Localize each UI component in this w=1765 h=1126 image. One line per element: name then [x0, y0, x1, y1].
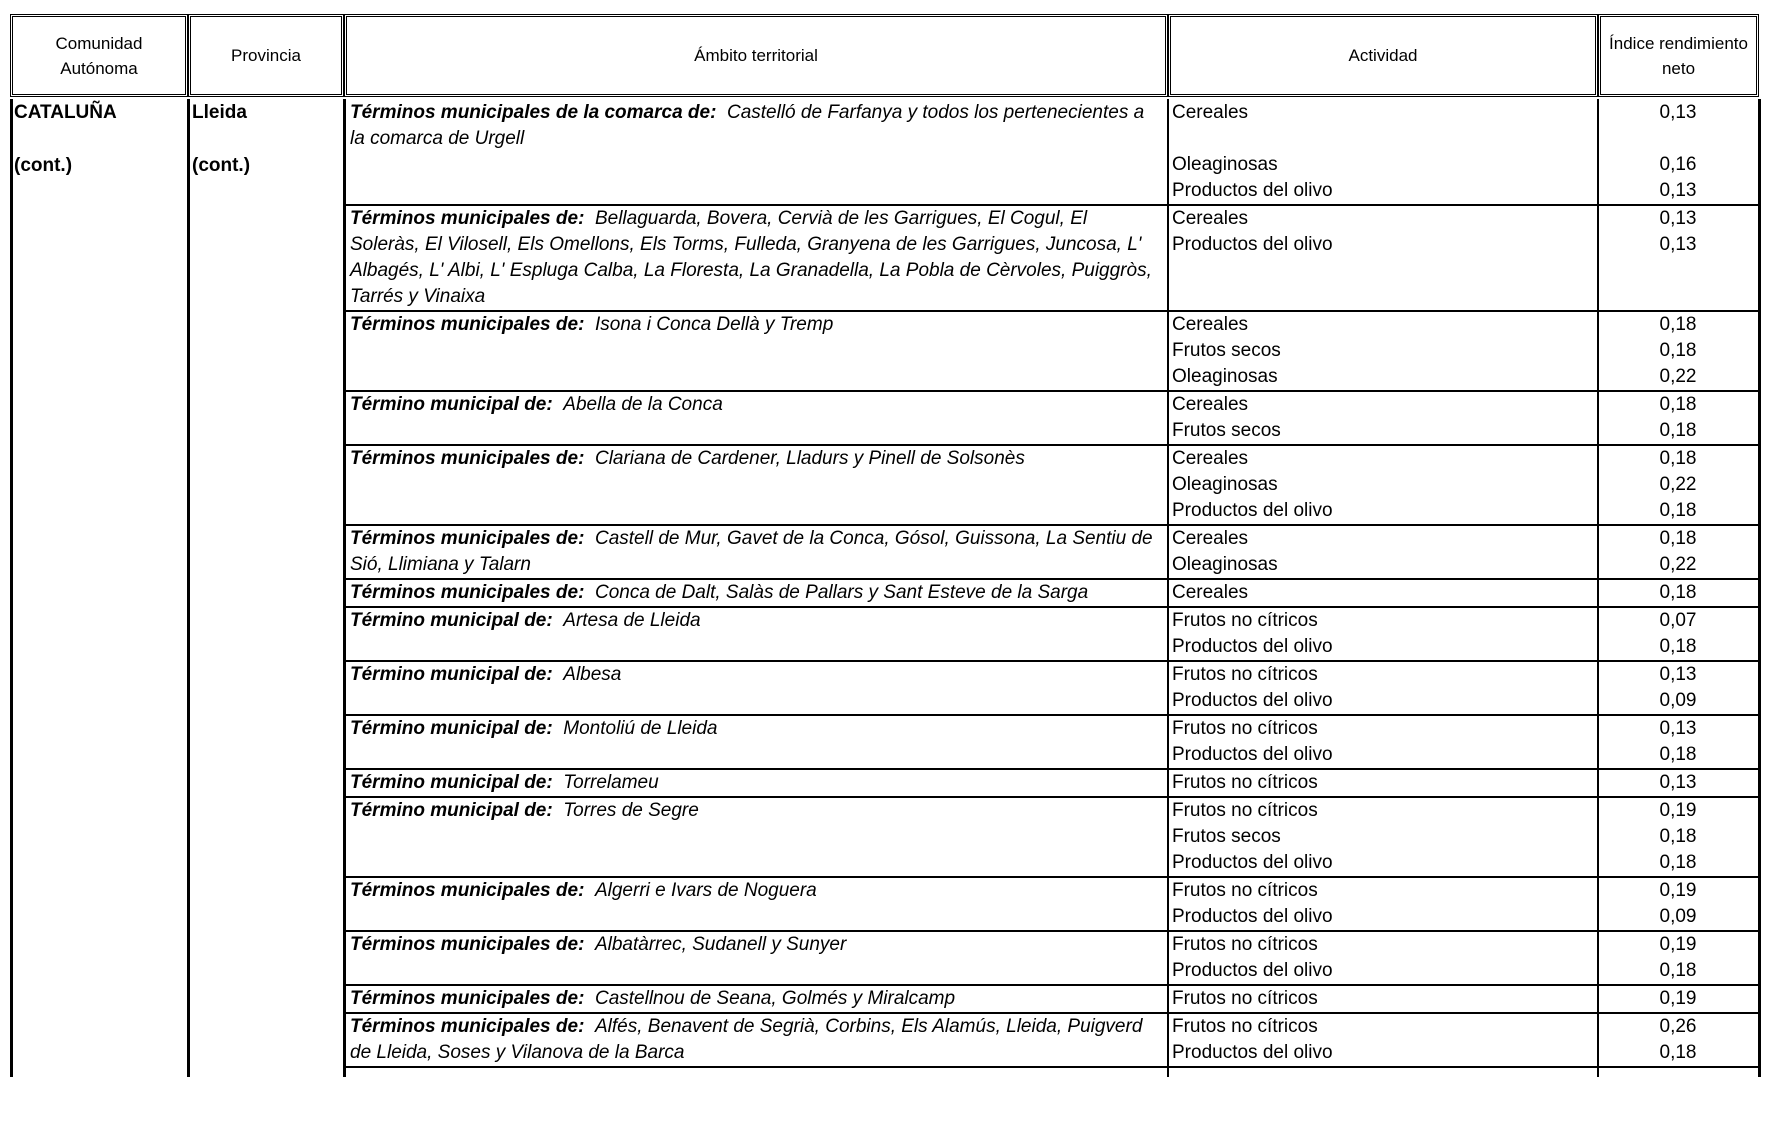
ambito-cell: [350, 662, 1160, 688]
ambito-key: Términos municipales de:: [350, 582, 585, 603]
indice-value: 0,19: [1659, 988, 1697, 1009]
ambito-key: Términos municipales de:: [350, 880, 585, 901]
ambito-key: Término municipal de:: [350, 610, 553, 631]
actividad-value: Frutos no cítricos: [1172, 934, 1318, 955]
indice-value: 0,13: [1659, 234, 1697, 255]
row-divider: [344, 1066, 1759, 1068]
actividad-cell: [1168, 662, 1598, 714]
actividad-value: Productos del olivo: [1172, 852, 1333, 873]
table-row: [344, 878, 1759, 932]
actividad-value: Productos del olivo: [1172, 906, 1333, 927]
ambito-text: Montoliú de Lleida: [563, 718, 718, 739]
actividad-cell: [1168, 100, 1598, 204]
actividad-value: Frutos no cítricos: [1172, 610, 1318, 631]
ambito-cell: [350, 608, 1160, 634]
actividad-cell: [1168, 798, 1598, 876]
actividad-value: Cereales: [1172, 314, 1249, 335]
indice-value: 0,16: [1659, 154, 1697, 175]
indice-cell: [1598, 932, 1758, 984]
table-row: [344, 770, 1759, 798]
indice-value: 0,18: [1659, 528, 1697, 549]
actividad-value: Productos del olivo: [1172, 636, 1333, 657]
indice-value: 0,18: [1659, 636, 1697, 657]
comunidad-cont: (cont.): [14, 155, 73, 176]
indice-cell: [1598, 312, 1758, 390]
indice-value: 0,18: [1659, 314, 1697, 335]
actividad-value: Frutos no cítricos: [1172, 800, 1318, 821]
actividad-cell: [1168, 1014, 1598, 1066]
actividad-value: Oleaginosas: [1172, 554, 1278, 575]
ambito-key: Términos municipales de:: [350, 448, 585, 469]
indice-cell: [1598, 580, 1758, 606]
header-indice: [1598, 14, 1759, 97]
indice-value: 0,13: [1659, 208, 1697, 229]
indice-value: 0,18: [1659, 582, 1697, 603]
ambito-cell: [350, 100, 1160, 152]
ambito-cell: [350, 716, 1160, 742]
table-row: [344, 446, 1759, 526]
ambito-text: Castell de Mur, Gavet de la Conca, Gósol, Guissona, La Sentiu de Sió, Llimiana y Talarn: [350, 528, 1153, 575]
table-row: [344, 1014, 1759, 1068]
indice-value: 0,18: [1659, 826, 1697, 847]
ambito-cell: [350, 392, 1160, 418]
ambito-key: Términos municipales de:: [350, 934, 585, 955]
ambito-cell: [350, 446, 1160, 472]
indice-cell: [1598, 392, 1758, 444]
actividad-value: Oleaginosas: [1172, 366, 1278, 387]
actividad-cell: [1168, 878, 1598, 930]
indice-value: 0,09: [1659, 906, 1697, 927]
actividad-cell: [1168, 716, 1598, 768]
left-rule-1: [10, 99, 13, 1077]
header-actividad-label: Actividad: [1348, 46, 1418, 65]
table-row: [344, 608, 1759, 662]
actividad-value: Frutos no cítricos: [1172, 772, 1318, 793]
header-ambito-label: Ámbito territorial: [694, 46, 818, 65]
actividad-cell: [1168, 770, 1598, 796]
ambito-key: Términos municipales de:: [350, 208, 585, 229]
actividad-value: Cereales: [1172, 102, 1249, 123]
indice-cell: [1598, 1014, 1758, 1066]
table-row: [344, 986, 1759, 1014]
ambito-key: Término municipal de:: [350, 718, 553, 739]
provincia-name: Lleida: [192, 102, 247, 123]
ambito-key: Término municipal de:: [350, 394, 553, 415]
indice-value: 0,09: [1659, 690, 1697, 711]
actividad-cell: [1168, 392, 1598, 444]
actividad-cell: [1168, 986, 1598, 1012]
table-row: [344, 526, 1759, 580]
header-actividad: [1168, 14, 1598, 97]
actividad-value: Frutos secos: [1172, 826, 1281, 847]
ambito-text: Clariana de Cardener, Lladurs y Pinell de Solsonès: [594, 448, 1025, 469]
table-row: [344, 662, 1759, 716]
indice-value: 0,18: [1659, 448, 1697, 469]
actividad-cell: [1168, 526, 1598, 578]
indice-cell: [1598, 662, 1758, 714]
ambito-key: Término municipal de:: [350, 664, 553, 685]
actividad-value: Frutos no cítricos: [1172, 988, 1318, 1009]
ambito-text: Conca de Dalt, Salàs de Pallars y Sant Esteve de la Sarga: [594, 582, 1089, 603]
indice-value: 0,18: [1659, 394, 1697, 415]
actividad-value: Cereales: [1172, 394, 1249, 415]
indice-cell: [1598, 986, 1758, 1012]
actividad-value: Frutos no cítricos: [1172, 1016, 1318, 1037]
indice-value: 0,13: [1659, 102, 1697, 123]
ambito-text: Artesa de Lleida: [563, 610, 701, 631]
ambito-cell: [350, 932, 1160, 958]
indice-value: 0,18: [1659, 340, 1697, 361]
header-provincia-label: Provincia: [231, 46, 301, 65]
ambito-cell: [350, 798, 1160, 824]
indice-cell: [1598, 526, 1758, 578]
actividad-value: Frutos no cítricos: [1172, 718, 1318, 739]
table-row: [344, 716, 1759, 770]
ambito-text: Torrelameu: [563, 772, 659, 793]
actividad-value: Productos del olivo: [1172, 234, 1333, 255]
ambito-key: Términos municipales de la comarca de:: [350, 102, 717, 123]
table-row: [344, 798, 1759, 878]
ambito-cell: [350, 770, 1160, 796]
actividad-value: [1168, 126, 1598, 152]
actividad-value: Productos del olivo: [1172, 500, 1333, 521]
indice-value: 0,07: [1659, 610, 1697, 631]
indice-value: 0,22: [1659, 554, 1697, 575]
indice-cell: [1598, 446, 1758, 524]
actividad-value: Oleaginosas: [1172, 474, 1278, 495]
ambito-key: Término municipal de:: [350, 772, 553, 793]
actividad-value: Cereales: [1172, 528, 1249, 549]
ambito-key: Términos municipales de:: [350, 528, 585, 549]
ambito-text: Bellaguarda, Bovera, Cervià de les Garrigues, El Cogul, El Soleràs, El Vilosell, Els Omellons, Els Torms, Fulleda, Granyena de les Garrigues, Juncosa, L' Albagés, L' Albi, L' Espluga Calba, La Floresta, La Granadella, La Pobla de Cèrvoles, Puiggròs, Tarrés y Vinaixa: [350, 208, 1152, 307]
ambito-text: Castellnou de Seana, Golmés y Miralcamp: [594, 988, 956, 1009]
table-row: [344, 580, 1759, 608]
indice-cell: [1598, 608, 1758, 660]
indice-cell: [1598, 716, 1758, 768]
ambito-text: Abella de la Conca: [563, 394, 723, 415]
header-provincia: [188, 14, 344, 97]
ambito-cell: [350, 878, 1160, 904]
actividad-value: Productos del olivo: [1172, 960, 1333, 981]
indice-value: 0,18: [1659, 744, 1697, 765]
indice-value: 0,13: [1659, 772, 1697, 793]
actividad-cell: [1168, 312, 1598, 390]
indice-value: 0,18: [1659, 500, 1697, 521]
ambito-text: Alfés, Benavent de Segrià, Corbins, Els Alamús, Lleida, Puigverd de Lleida, Soses y Vilanova de la Barca: [350, 1016, 1143, 1063]
actividad-value: Frutos secos: [1172, 420, 1281, 441]
ambito-key: Términos municipales de:: [350, 1016, 585, 1037]
indice-value: 0,19: [1659, 800, 1697, 821]
ambito-text: Isona i Conca Dellà y Tremp: [594, 314, 834, 335]
indice-cell: [1598, 100, 1758, 204]
table-row: [344, 100, 1759, 206]
indice-value: 0,19: [1659, 934, 1697, 955]
ambito-text: Castelló de Farfanya y todos los pertenecientes a la comarca de Urgell: [350, 102, 1145, 149]
ambito-key: Término municipal de:: [350, 800, 553, 821]
actividad-value: Frutos secos: [1172, 340, 1281, 361]
provincia-cont: (cont.): [192, 155, 251, 176]
actividad-value: Productos del olivo: [1172, 180, 1333, 201]
actividad-value: Oleaginosas: [1172, 154, 1278, 175]
ambito-cell: [350, 1014, 1160, 1066]
actividad-value: Cereales: [1172, 208, 1249, 229]
comunidad-name: CATALUÑA: [14, 102, 117, 123]
actividad-cell: [1168, 608, 1598, 660]
header-indice-label: Índice rendimiento neto: [1609, 33, 1748, 78]
indice-value: 0,19: [1659, 880, 1697, 901]
indice-value: 0,18: [1659, 960, 1697, 981]
ambito-cell: [350, 206, 1160, 310]
actividad-value: Frutos no cítricos: [1172, 664, 1318, 685]
actividad-cell: [1168, 206, 1598, 258]
actividad-value: Cereales: [1172, 582, 1249, 603]
table-row: [344, 206, 1759, 312]
indice-value: 0,18: [1659, 420, 1697, 441]
indice-cell: [1598, 770, 1758, 796]
indice-cell: [1598, 206, 1758, 258]
table-row: [344, 312, 1759, 392]
ambito-key: Términos municipales de:: [350, 988, 585, 1009]
indice-value: 0,26: [1659, 1016, 1697, 1037]
actividad-cell: [1168, 446, 1598, 524]
actividad-value: Cereales: [1172, 448, 1249, 469]
indice-value: 0,13: [1659, 180, 1697, 201]
table-row: [344, 932, 1759, 986]
header-comunidad-label: Comunidad Autónoma: [55, 33, 143, 78]
actividad-value: Productos del olivo: [1172, 744, 1333, 765]
indice-value: 0,18: [1659, 1042, 1697, 1063]
ambito-cell: [350, 986, 1160, 1012]
indice-value: 0,13: [1659, 664, 1697, 685]
indice-cell: [1598, 798, 1758, 876]
actividad-cell: [1168, 580, 1598, 606]
actividad-value: Productos del olivo: [1172, 1042, 1333, 1063]
ambito-cell: [350, 580, 1160, 606]
header-comunidad: [10, 14, 188, 97]
indice-value: 0,22: [1659, 474, 1697, 495]
ambito-cell: [350, 526, 1160, 578]
actividad-value: Frutos no cítricos: [1172, 880, 1318, 901]
ambito-cell: [350, 312, 1160, 338]
ambito-text: Torres de Segre: [563, 800, 699, 821]
indice-value: [1598, 126, 1758, 152]
ambito-text: Albesa: [563, 664, 622, 685]
header-ambito: [344, 14, 1168, 97]
left-rule-2: [187, 99, 190, 1077]
ambito-key: Términos municipales de:: [350, 314, 585, 335]
indice-cell: [1598, 878, 1758, 930]
actividad-value: Productos del olivo: [1172, 690, 1333, 711]
indice-value: 0,22: [1659, 366, 1697, 387]
indice-value: 0,13: [1659, 718, 1697, 739]
indice-value: 0,18: [1659, 852, 1697, 873]
ambito-text: Algerri e Ivars de Noguera: [594, 880, 817, 901]
table-row: [344, 392, 1759, 446]
ambito-text: Albatàrrec, Sudanell y Sunyer: [594, 934, 847, 955]
actividad-cell: [1168, 932, 1598, 984]
